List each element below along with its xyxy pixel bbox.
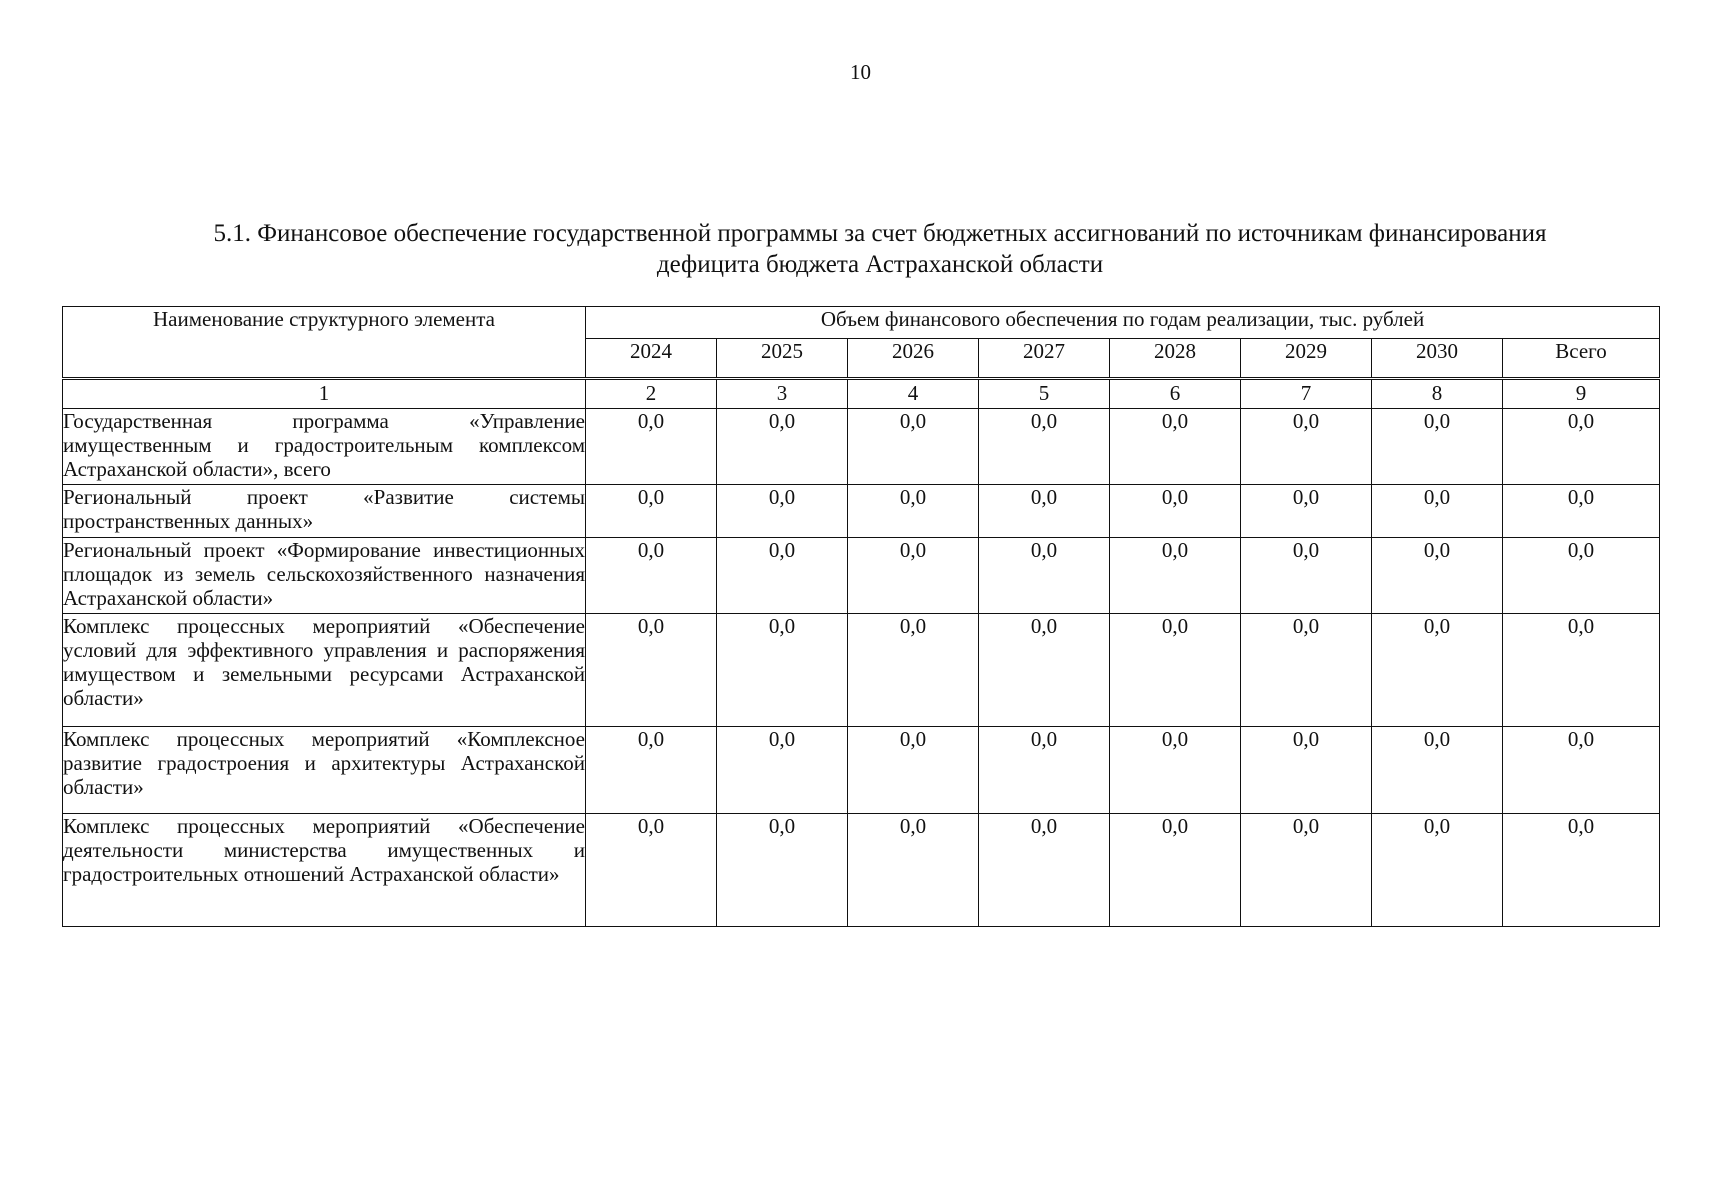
value-cell: 0,0: [717, 409, 848, 485]
value-cell: 0,0: [717, 485, 848, 538]
value-cell: 0,0: [1372, 409, 1503, 485]
column-number: 4: [848, 379, 979, 409]
value-cell: 0,0: [586, 614, 717, 727]
value-cell: 0,0: [586, 538, 717, 614]
value-cell: 0,0: [1110, 485, 1241, 538]
row-name: Региональный проект «Развитие системы пространственных данных»: [63, 485, 586, 538]
value-cell: 0,0: [848, 814, 979, 927]
value-cell: 0,0: [1110, 538, 1241, 614]
year-header-2029: 2029: [1241, 339, 1372, 379]
value-cell: 0,0: [1110, 814, 1241, 927]
total-cell: 0,0: [1503, 814, 1660, 927]
value-cell: 0,0: [586, 409, 717, 485]
column-number: 6: [1110, 379, 1241, 409]
row-name: Государственная программа «Управление имущественным и градостроительным комплексом Астраханской области», всего: [63, 409, 586, 485]
value-cell: 0,0: [717, 614, 848, 727]
year-header-2026: 2026: [848, 339, 979, 379]
row-name: Комплекс процессных мероприятий «Обеспечение деятельности министерства имущественных и градостроительных отношений Астраханской области»: [63, 814, 586, 927]
row-name: Комплекс процессных мероприятий «Обеспечение условий для эффективного управления и распоряжения имуществом и земельными ресурсами Астраханской области»: [63, 614, 586, 727]
table-row: [63, 409, 1660, 485]
value-cell: 0,0: [979, 814, 1110, 927]
year-header-2027: 2027: [979, 339, 1110, 379]
total-cell: 0,0: [1503, 538, 1660, 614]
section-title: [70, 218, 1690, 280]
financing-table: [62, 306, 1660, 927]
table-row: [63, 538, 1660, 614]
value-cell: 0,0: [1241, 538, 1372, 614]
value-cell: 0,0: [848, 485, 979, 538]
table-row: [63, 485, 1660, 538]
table-row: [63, 814, 1660, 927]
page-number: 10: [850, 60, 871, 84]
total-header: Всего: [1503, 339, 1660, 379]
value-cell: 0,0: [1110, 409, 1241, 485]
funding-volume-header: Объем финансового обеспечения по годам реализации, тыс. рублей: [586, 307, 1660, 339]
table-row: [63, 614, 1660, 727]
total-cell: 0,0: [1503, 727, 1660, 814]
value-cell: 0,0: [586, 727, 717, 814]
value-cell: 0,0: [1241, 409, 1372, 485]
value-cell: 0,0: [848, 409, 979, 485]
value-cell: 0,0: [1372, 485, 1503, 538]
value-cell: 0,0: [717, 727, 848, 814]
year-header-2030: 2030: [1372, 339, 1503, 379]
column-number: 7: [1241, 379, 1372, 409]
value-cell: 0,0: [848, 614, 979, 727]
value-cell: 0,0: [1241, 727, 1372, 814]
row-name: Региональный проект «Формирование инвестиционных площадок из земель сельскохозяйственного назначения Астраханской области»: [63, 538, 586, 614]
value-cell: 0,0: [979, 485, 1110, 538]
value-cell: 0,0: [848, 727, 979, 814]
section-title-line-2: дефицита бюджета Астраханской области: [656, 251, 1104, 278]
value-cell: 0,0: [1110, 727, 1241, 814]
value-cell: 0,0: [1241, 814, 1372, 927]
total-cell: 0,0: [1503, 485, 1660, 538]
value-cell: 0,0: [717, 814, 848, 927]
value-cell: 0,0: [1110, 614, 1241, 727]
value-cell: 0,0: [1372, 538, 1503, 614]
value-cell: 0,0: [1241, 614, 1372, 727]
value-cell: 0,0: [586, 485, 717, 538]
column-number: 9: [1503, 379, 1660, 409]
year-header-2028: 2028: [1110, 339, 1241, 379]
column-number-row: [63, 379, 1660, 409]
value-cell: 0,0: [979, 614, 1110, 727]
value-cell: 0,0: [1372, 727, 1503, 814]
value-cell: 0,0: [1241, 485, 1372, 538]
year-header-2024: 2024: [586, 339, 717, 379]
value-cell: 0,0: [1372, 614, 1503, 727]
value-cell: 0,0: [979, 727, 1110, 814]
value-cell: 0,0: [979, 538, 1110, 614]
column-number: 3: [717, 379, 848, 409]
value-cell: 0,0: [1372, 814, 1503, 927]
value-cell: 0,0: [586, 814, 717, 927]
total-cell: 0,0: [1503, 409, 1660, 485]
value-cell: 0,0: [848, 538, 979, 614]
year-header-2025: 2025: [717, 339, 848, 379]
column-number: 2: [586, 379, 717, 409]
value-cell: 0,0: [979, 409, 1110, 485]
value-cell: 0,0: [717, 538, 848, 614]
structural-element-header: Наименование структурного элемента: [63, 307, 586, 379]
section-title-line-1: 5.1. Финансовое обеспечение государственной программы за счет бюджетных ассигнований по источникам финансирования: [213, 220, 1547, 247]
row-name: Комплекс процессных мероприятий «Комплексное развитие градостроения и архитектуры Астраханской области»: [63, 727, 586, 814]
column-number: 1: [63, 379, 586, 409]
column-number: 5: [979, 379, 1110, 409]
table-row: [63, 727, 1660, 814]
column-number: 8: [1372, 379, 1503, 409]
total-cell: 0,0: [1503, 614, 1660, 727]
